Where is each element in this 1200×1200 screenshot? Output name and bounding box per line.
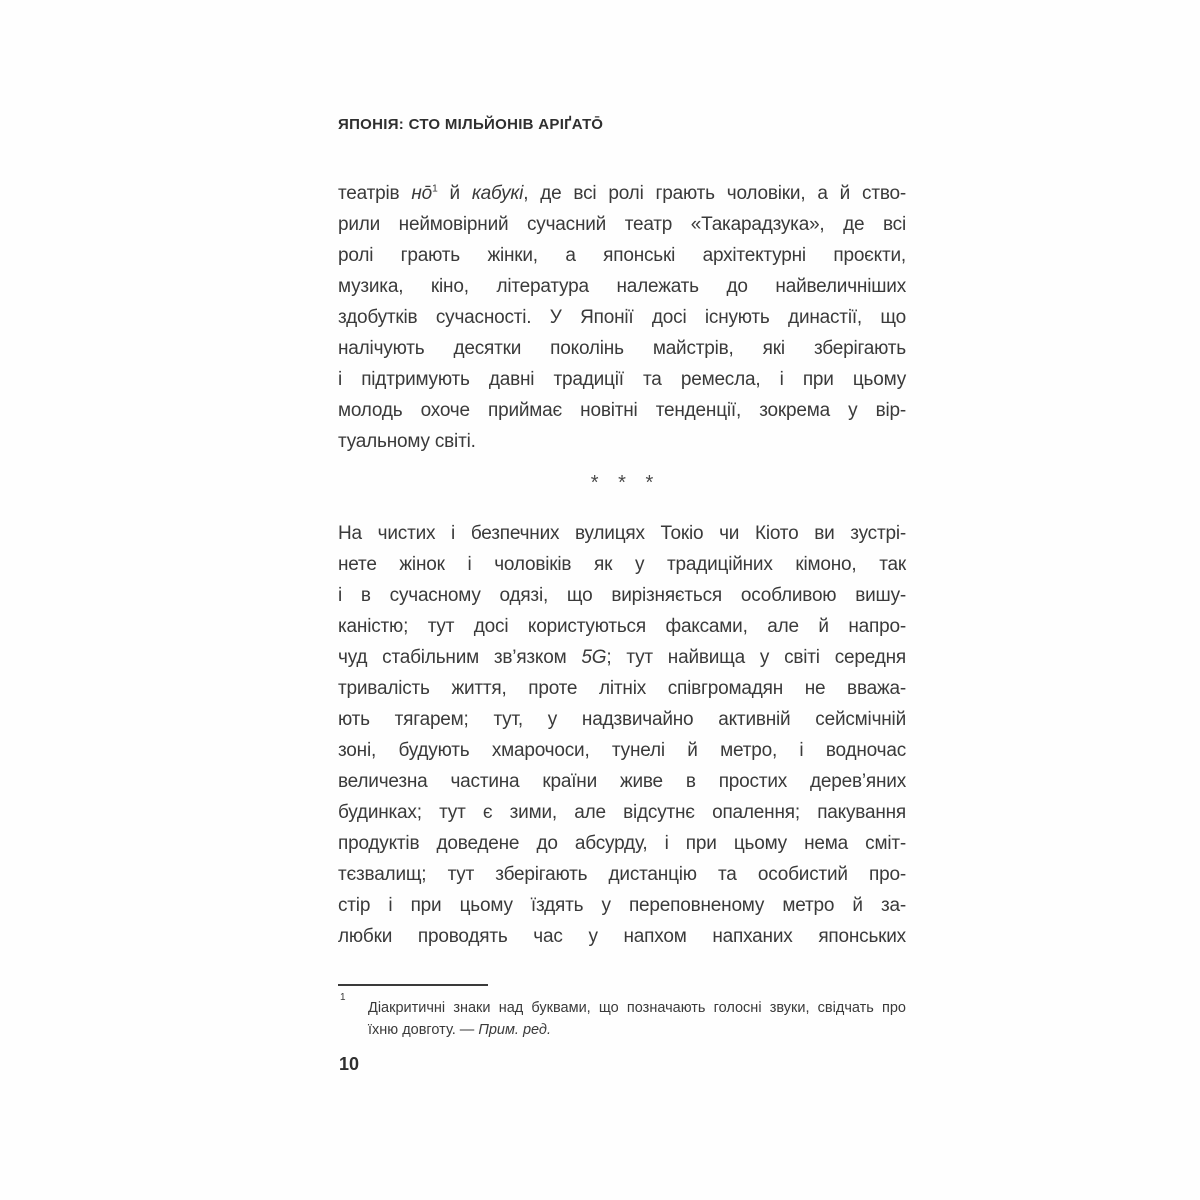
text-segment: ; тут найвища у світі середня	[606, 647, 906, 668]
page-number: 10	[339, 1054, 360, 1074]
text-column	[338, 178, 906, 952]
text-segment: музика, кіно, література належать до найвеличніших	[338, 276, 906, 297]
text-segment: театрів	[338, 183, 412, 204]
text-line	[338, 178, 906, 209]
text-segment: 5G	[581, 647, 607, 668]
paragraph-1	[338, 178, 906, 457]
text-segment: туальному світі.	[338, 431, 476, 452]
text-segment: зоні, будують хмарочоси, тунелі й метро, і водночас	[338, 740, 906, 761]
text-line	[338, 828, 906, 859]
text-line	[338, 704, 906, 735]
text-line	[338, 673, 906, 704]
running-header: ЯПОНІЯ: СТО МІЛЬЙОНІВ АРІҐАТО̄	[338, 116, 604, 133]
text-line	[338, 735, 906, 766]
text-segment: ролі грають жінки, а японські архітектурні проєкти,	[338, 245, 906, 266]
text-line	[338, 642, 906, 673]
text-line	[338, 209, 906, 240]
text-line	[338, 395, 906, 426]
text-segment: любки проводять час у напхом напханих японських	[338, 926, 906, 947]
text-line	[338, 611, 906, 642]
text-line	[338, 890, 906, 921]
text-segment: стір і при цьому їздять у переповненому метро й за-	[338, 895, 906, 916]
text-segment: тривалість життя, проте літніх співгромадян не вважа-	[338, 678, 906, 699]
text-segment: чуд стабільним зв’язком	[338, 647, 582, 668]
footnote-body: 1 Діакритичні знаки над буквами, що позначають голосні звуки, свідчать про їхню довготу. — Прим. ред.	[338, 997, 906, 1041]
text-line	[338, 580, 906, 611]
text-segment: молодь охоче приймає новітні тенденції, зокрема у вір-	[338, 400, 906, 421]
text-line	[338, 549, 906, 580]
text-segment: будинках; тут є зими, але відсутнє опалення; пакування	[338, 802, 906, 823]
text-segment: налічують десятки поколінь майстрів, які зберігають	[338, 338, 906, 359]
text-segment: величезна частина країни живе в простих дерев’яних	[338, 771, 906, 792]
text-line	[338, 921, 906, 952]
text-line	[338, 333, 906, 364]
text-line	[338, 426, 906, 457]
text-segment: каністю; тут досі користуються факсами, але й напро-	[338, 616, 906, 637]
text-line	[338, 364, 906, 395]
text-line	[338, 518, 906, 549]
text-line	[368, 997, 906, 1019]
paragraph-2	[338, 518, 906, 952]
text-segment: й	[437, 183, 472, 204]
section-separator: * * *	[590, 472, 661, 494]
footnote-rule	[338, 984, 488, 986]
footnote-text	[368, 997, 906, 1041]
text-segment: ють тягарем; тут, у надзвичайно активній сейсмічній	[338, 709, 906, 730]
text-segment: кабукі	[471, 183, 524, 204]
text-segment: і підтримують давні традиції та ремесла, і при цьому	[338, 369, 906, 390]
text-line	[338, 240, 906, 271]
text-segment: но̄	[411, 183, 432, 204]
text-line	[338, 271, 906, 302]
footnote-reference: 1	[431, 183, 438, 195]
text-segment: продуктів доведене до абсурду, і при цьому нема сміт-	[338, 833, 906, 854]
text-segment: рили неймовірний сучасний театр «Такарадзука», де всі	[338, 214, 906, 235]
text-line	[368, 1019, 906, 1041]
text-segment: Прим. ред.	[478, 1022, 551, 1038]
text-segment: , де всі ролі грають чоловіки, а й ство-	[523, 183, 907, 204]
text-segment: їхню довготу. —	[368, 1022, 479, 1038]
text-segment: тєзвалищ; тут зберігають дистанцію та особистий про-	[338, 864, 906, 885]
text-line	[338, 859, 906, 890]
footnote	[338, 984, 906, 1041]
text-segment: Діакритичні знаки над буквами, що позначають голосні звуки, свідчать про	[368, 1000, 906, 1016]
text-segment: здобутків сучасності. У Японії досі існують династії, що	[338, 307, 906, 328]
text-segment: і в сучасному одязі, що вирізняється особливою вишу-	[338, 585, 906, 606]
text-segment: На чистих і безпечних вулицях Токіо чи Кіото ви зустрі-	[338, 523, 906, 544]
text-line	[338, 797, 906, 828]
text-line	[338, 302, 906, 333]
text-line	[338, 766, 906, 797]
text-segment: нете жінок і чоловіків як у традиційних кімоно, так	[338, 554, 906, 575]
